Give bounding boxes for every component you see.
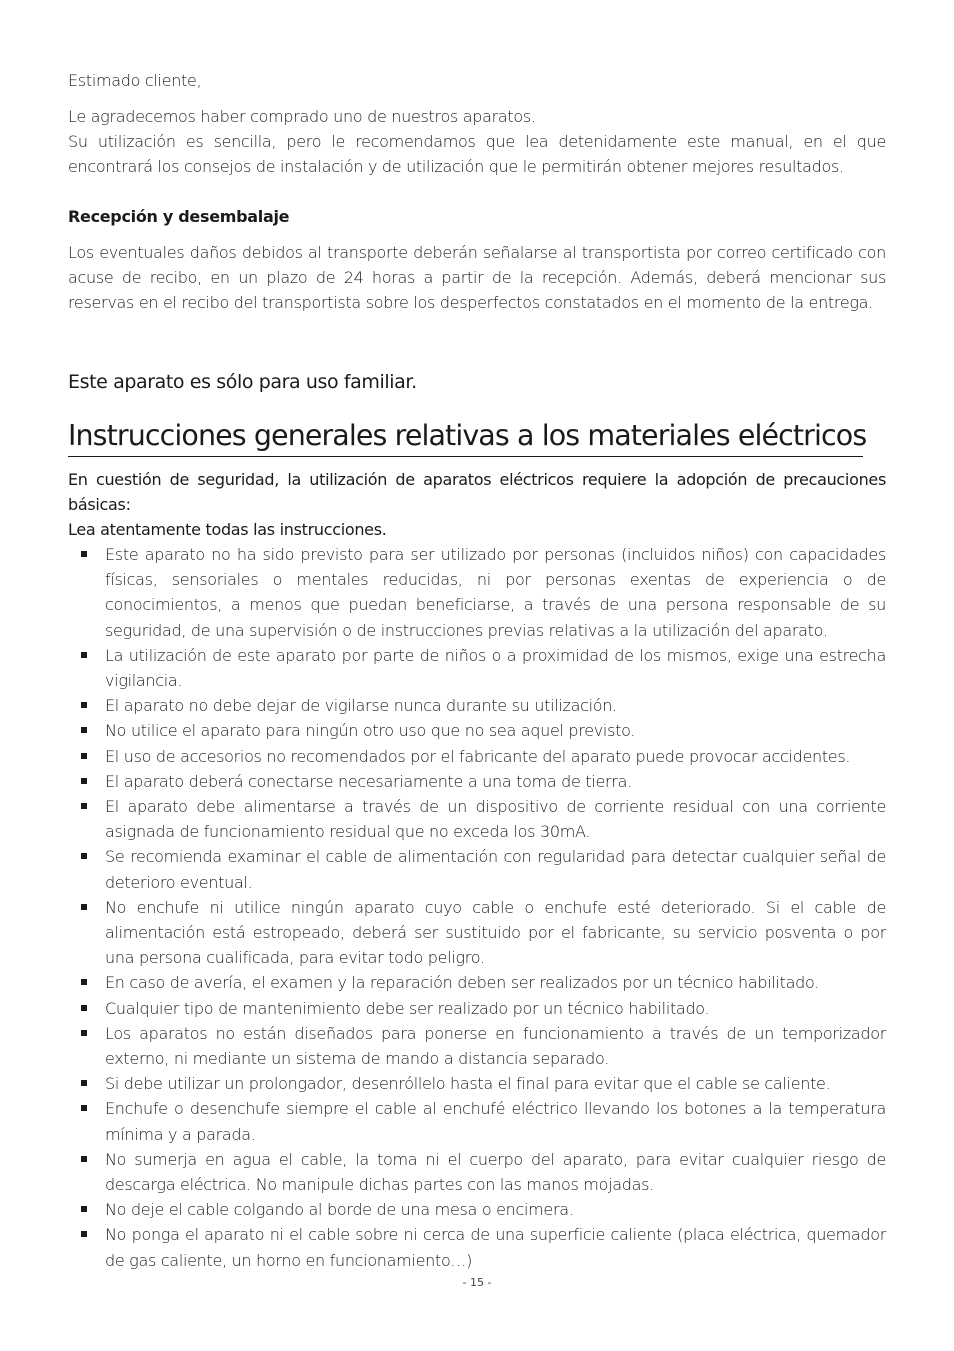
bullet-square-icon	[81, 1005, 87, 1011]
greeting: Estimado cliente,	[68, 71, 202, 90]
list-item	[68, 1071, 886, 1096]
list-item	[68, 970, 886, 995]
bullet-square-icon	[81, 1156, 87, 1162]
list-item	[68, 693, 886, 718]
bullet-square-icon	[81, 979, 87, 985]
bullet-square-icon	[81, 1080, 87, 1086]
list-item-text: No sumerja en agua el cable, la toma ni el cuerpo del aparato, para evitar cualquier riesgo de descarga eléctrica. No manipule dichas partes con las manos mojadas.	[105, 1149, 886, 1195]
list-item-text: Este aparato no ha sido previsto para ser utilizado por personas (incluidos niños) con capacidades físicas, sensoriales o mentales reducidas, ni por personas exentas de experiencia o de conocimientos, a menos que puedan beneficiarse, a través de una persona responsable de su seguridad, de una supervisión o de instrucciones previas relativas a la utilización del aparato.	[105, 545, 886, 640]
bullet-square-icon	[81, 1206, 87, 1212]
list-item	[68, 1096, 886, 1146]
list-item-text: Si debe utilizar un prolongador, desenróllelo hasta el final para evitar que el cable se caliente.	[105, 1074, 831, 1094]
list-item	[68, 1222, 886, 1272]
list-item	[68, 769, 886, 794]
list-item-text: El uso de accesorios no recomendados por el fabricante del aparato puede provocar accidentes.	[105, 746, 851, 766]
family-use-notice: Este aparato es sólo para uso familiar.	[68, 371, 417, 393]
list-item	[68, 794, 886, 844]
list-item-text: Los aparatos no están diseñados para ponerse en funcionamiento a través de un temporizador externo, ni mediante un sistema de mando a distancia separado.	[105, 1023, 886, 1069]
safety-list	[68, 542, 886, 1273]
read-all-instruction: Lea atentamente todas las instrucciones.	[68, 520, 387, 539]
reception-paragraph: Los eventuales daños debidos al transporte deberán señalarse al transportista por correo certificado con acuse de recibo, en un plazo de 24 horas a partir de la recepción. Además, deberá mencionar sus reservas en el recibo del transportista sobre los desperfectos constatados en el momento de la entrega.	[68, 243, 886, 312]
bullet-square-icon	[81, 1030, 87, 1036]
list-item-text: No enchufe ni utilice ningún aparato cuyo cable o enchufe esté deteriorado. Si el cable de alimentación está estropeado, deberá ser sustituido por el fabricante, su servicio posventa o por una persona cualificada, para evitar todo peligro.	[105, 897, 886, 968]
page-number: - 15 -	[462, 1276, 492, 1289]
list-item-text: El aparato debe alimentarse a través de un dispositivo de corriente residual con una corriente asignada de funcionamiento residual que no exceda los 30mA.	[105, 797, 886, 842]
list-item-text: El aparato deberá conectarse necesariamente a una toma de tierra.	[105, 771, 632, 791]
list-item	[68, 744, 886, 769]
list-item-text: En caso de avería, el examen y la reparación deben ser realizados por un técnico habilitado.	[105, 973, 820, 993]
intro-paragraph: Le agradecemos haber comprado uno de nuestros aparatos. Su utilización es sencilla, pero le recomendamos que lea detenidamente este manual, en el que encontrará los consejos de instalación y de utilización que le permitirán obtener mejores resultados.	[68, 107, 886, 176]
bullet-square-icon	[81, 753, 87, 759]
bullet-square-icon	[81, 652, 87, 658]
list-item-text: No ponga el aparato ni el cable sobre ni cerca de una superficie caliente (placa eléctrica, quemador de gas caliente, un horno en funcionamiento…)	[105, 1225, 886, 1270]
list-item-text: Cualquier tipo de mantenimiento debe ser realizado por un técnico habilitado.	[105, 998, 710, 1018]
safety-intro: En cuestión de seguridad, la utilización de aparatos eléctricos requiere la adopción de precauciones básicas:	[68, 470, 886, 514]
list-item	[68, 718, 886, 743]
bullet-square-icon	[81, 904, 87, 910]
list-item	[68, 542, 886, 643]
list-item-text: El aparato no debe dejar de vigilarse nunca durante su utilización.	[105, 696, 617, 716]
bullet-square-icon	[81, 1105, 87, 1111]
bullet-square-icon	[81, 853, 87, 859]
bullet-square-icon	[81, 803, 87, 809]
list-item	[68, 1147, 886, 1197]
list-item	[68, 1021, 886, 1071]
list-item	[68, 643, 886, 693]
list-item-text: No utilice el aparato para ningún otro uso que no sea aquel previsto.	[105, 721, 636, 741]
bullet-square-icon	[81, 702, 87, 708]
list-item-text: La utilización de este aparato por parte de niños o a proximidad de los mismos, exige una estrecha vigilancia.	[105, 645, 886, 691]
list-item-text: No deje el cable colgando al borde de una mesa o encimera.	[105, 1200, 574, 1220]
bullet-square-icon	[81, 551, 87, 557]
list-item	[68, 844, 886, 894]
bullet-square-icon	[81, 1231, 87, 1237]
electrical-heading: Instrucciones generales relativas a los materiales eléctricos	[68, 416, 863, 457]
list-item-text: Se recomienda examinar el cable de alimentación con regularidad para detectar cualquier señal de deterioro eventual.	[105, 847, 886, 892]
list-item-text: Enchufe o desenchufe siempre el cable al enchufé eléctrico llevando los botones a la temperatura mínima y a parada.	[105, 1099, 886, 1144]
list-item	[68, 895, 886, 971]
reception-heading: Recepción y desembalaje	[68, 207, 290, 226]
bullet-square-icon	[81, 778, 87, 784]
bullet-square-icon	[81, 727, 87, 733]
list-item	[68, 996, 886, 1021]
list-item	[68, 1197, 886, 1222]
